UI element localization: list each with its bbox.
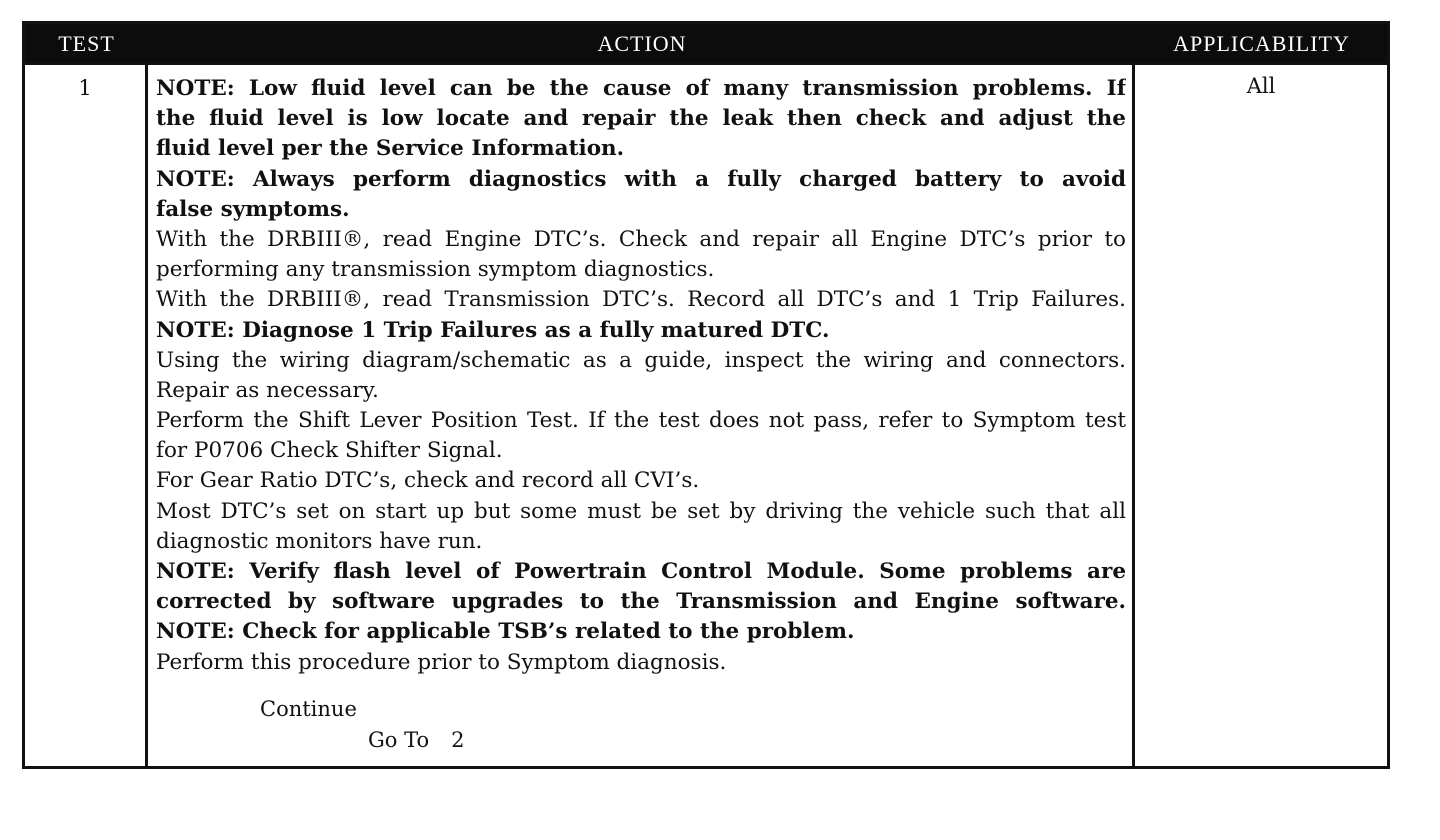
continue-label: Continue <box>260 697 357 721</box>
applicability-value: All <box>1246 74 1276 98</box>
diagnostic-table <box>22 21 1390 769</box>
column-divider-test <box>145 62 148 766</box>
note-line: NOTE: Always perform diagnostics with a fully charged battery to avoid <box>156 166 1126 192</box>
note-line: false symptoms. <box>156 196 350 222</box>
instruction-line: For Gear Ratio DTC’s, check and record all CVI’s. <box>156 468 700 494</box>
note-line: the fluid level is low locate and repair the leak then check and adjust the <box>156 106 1126 132</box>
note-line: NOTE: Low fluid level can be the cause of many transmission problems. If <box>156 76 1126 101</box>
header-action: ACTION <box>597 31 687 56</box>
note-line: NOTE: Verify flash level of Powertrain Control Module. Some problems are <box>156 559 1126 584</box>
action-text <box>156 74 1126 678</box>
instruction-line: With the DRBIII®, read Engine DTC’s. Check and repair all Engine DTC’s prior to <box>156 226 1126 252</box>
note-line: fluid level per the Service Information. <box>156 136 625 162</box>
goto-label: Go To <box>368 728 430 752</box>
note-line: corrected by software upgrades to the Transmission and Engine software. <box>156 589 1126 615</box>
column-divider-applicability <box>1132 62 1135 766</box>
note-line: NOTE: Diagnose 1 Trip Failures as a fully matured DTC. <box>156 317 830 343</box>
header-test: TEST <box>58 31 115 56</box>
instruction-line: for P0706 Check Shifter Signal. <box>156 438 503 464</box>
instruction-line: Perform this procedure prior to Symptom diagnosis. <box>156 649 727 675</box>
instruction-line: Using the wiring diagram/schematic as a guide, inspect the wiring and connectors. <box>156 347 1126 373</box>
goto-target: 2 <box>451 728 465 752</box>
note-line: NOTE: Check for applicable TSB’s related to the problem. <box>156 619 855 645</box>
instruction-line: Perform the Shift Lever Position Test. If the test does not pass, refer to Symptom test <box>156 408 1126 434</box>
instruction-line: diagnostic monitors have run. <box>156 528 483 554</box>
instruction-line: With the DRBIII®, read Transmission DTC’s. Record all DTC’s and 1 Trip Failures. <box>156 287 1126 313</box>
instruction-line: performing any transmission symptom diagnostics. <box>156 257 715 283</box>
header-applicability: APPLICABILITY <box>1173 31 1350 56</box>
instruction-line: Most DTC’s set on start up but some must be set by driving the vehicle such that all <box>156 498 1126 524</box>
goto-instruction <box>368 728 487 752</box>
table-header <box>25 24 1387 62</box>
header-divider <box>25 62 1387 65</box>
instruction-line: Repair as necessary. <box>156 377 379 403</box>
test-number: 1 <box>78 76 92 100</box>
